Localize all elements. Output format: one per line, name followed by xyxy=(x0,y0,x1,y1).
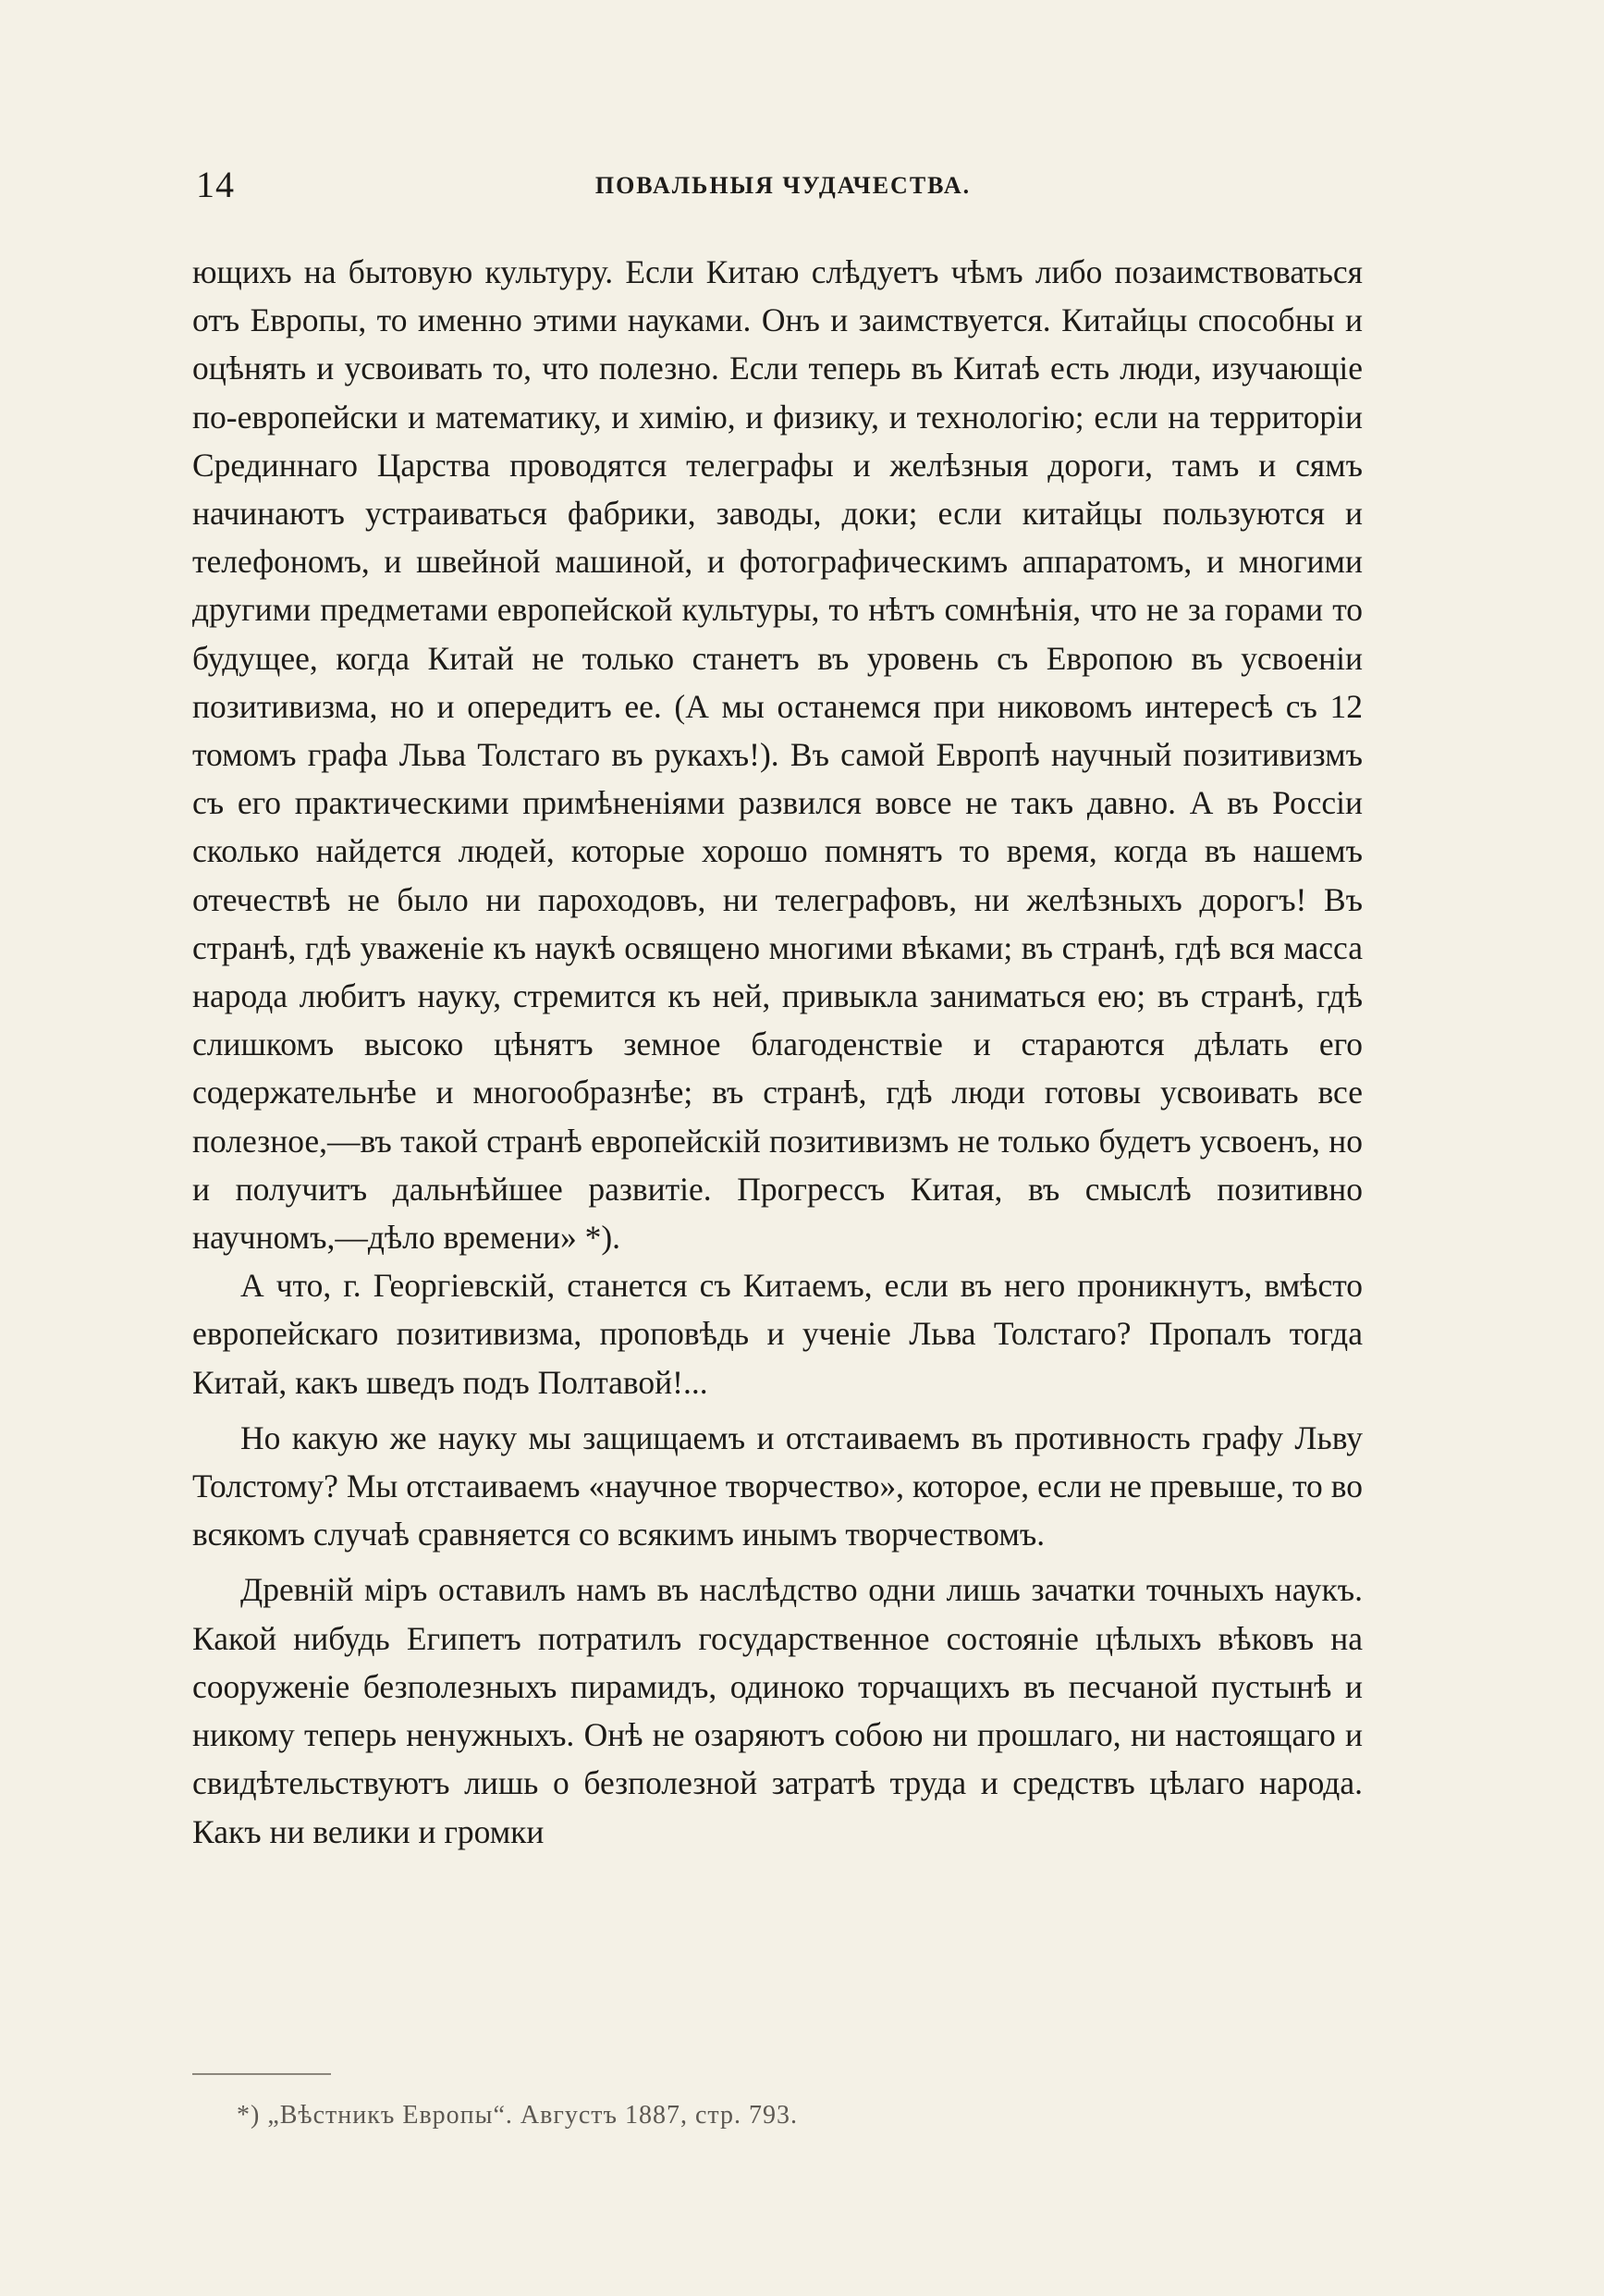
body-text xyxy=(192,248,1363,1856)
paragraph-2: А что, г. Георгіевскій, станется съ Китаемъ, если въ него проникнутъ, вмѣсто европейскаго позитивизма, проповѣдь и ученіе Льва Толстаго? Пропалъ тогда Китай, какъ шведъ подъ Полтавой!... xyxy=(192,1267,1363,1401)
page-number: 14 xyxy=(196,164,235,205)
paragraph-1: ющихъ на бытовую культуру. Если Китаю слѣдуетъ чѣмъ либо позаимствоваться отъ Европы, то именно этими науками. Онъ и заимствуется. Китайцы способны и оцѣнять и усвоивать то, что полезно. Если теперь въ Китаѣ есть люди, изучающіе по-европейски и математику, и химію, и физику, и технологію; если на территоріи Срединнаго Царства проводятся телеграфы и желѣзныя дороги, тамъ и сямъ начинаютъ устраиваться фабрики, заводы, доки; если китайцы пользуются и телефономъ, и швейной машиной, и фотографическимъ аппаратомъ, и многими другими предметами европейской культуры, то нѣтъ сомнѣнія, что не за горами то будущее, когда Китай не только станетъ въ уровень съ Европою въ усвоеніи позитивизма, но и опередитъ ее. (А мы останемся при никовомъ интересѣ съ 12 томомъ графа Льва Толстаго въ рукахъ!). Въ самой Европѣ научный позитивизмъ съ его практическими примѣненіями развился вовсе не такъ давно. А въ Россіи сколько найдется людей, которые хорошо помнятъ то время, когда въ нашемъ отечествѣ не было ни пароходовъ, ни телеграфовъ, ни желѣзныхъ дорогъ! Въ странѣ, гдѣ уваженіе къ наукѣ освящено многими вѣками; въ странѣ, гдѣ вся масса народа любитъ науку, стремится къ ней, привыкла заниматься ею; въ странѣ, гдѣ слишкомъ высоко цѣнятъ земное благоденствіе и стараются дѣлать его содержательнѣе и многообразнѣе; въ странѣ, гдѣ люди готовы усвоивать все полезное,—въ такой странѣ европейскій позитивизмъ не только будетъ усвоенъ, но и получитъ дальнѣйшее развитіе. Прогрессъ Китая, въ смыслѣ позитивно научномъ,—дѣло времени» *). xyxy=(192,253,1363,1257)
page-header xyxy=(196,157,1370,213)
running-head: ПОВАЛЬНЫЯ ЧУДАЧЕСТВА. xyxy=(594,172,972,199)
paragraph-3: Но какую же науку мы защищаемъ и отстаиваемъ въ противность графу Льву Толстому? Мы отстаиваемъ «научное творчество», которое, если не превыше, то во всякомъ случаѣ сравняется со всякимъ инымъ творчествомъ. xyxy=(192,1418,1363,1553)
footnote: *) „Вѣстникъ Европы“. Августъ 1887, стр. 793. xyxy=(237,2101,798,2130)
footnote-rule xyxy=(192,2073,331,2075)
paragraph-4: Древній міръ оставилъ намъ въ наслѣдство одни лишь зачатки точныхъ наукъ. Какой нибудь Египетъ потратилъ государственное состояніе цѣлыхъ вѣковъ на сооруженіе безполезныхъ пирамидъ, одиноко торчащихъ въ песчаной пустынѣ и никому теперь ненужныхъ. Онѣ не озаряютъ собою ни прошлаго, ни настоящаго и свидѣтельствуютъ лишь о безполезной затратѣ труда и средствъ цѣлаго народа. Какъ ни велики и громки xyxy=(192,1571,1363,1850)
